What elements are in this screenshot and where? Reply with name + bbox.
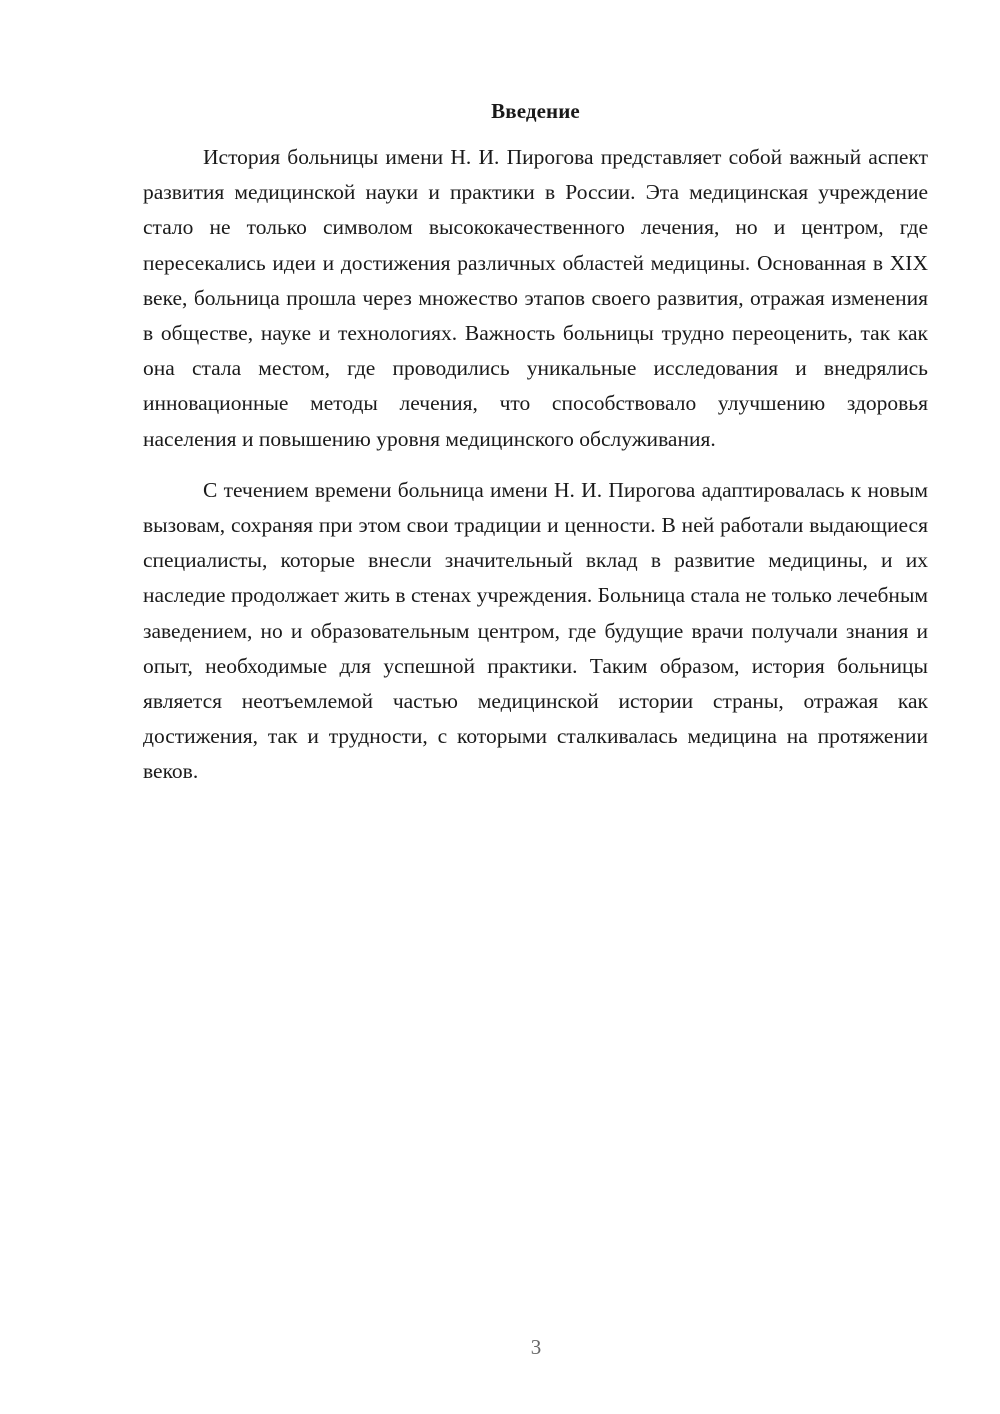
paragraph-2: С течением времени больница имени Н. И. Пирогова адаптировалась к новым вызовам, сохраняя при этом свои традиции и ценности. В ней работали выдающиеся специалисты, которые внесли значительный вклад в развитие медицины, и их наследие продолжает жить в стенах учреждения. Больница стала не только лечебным заведением, но и образовательным центром, где будущие врачи получали знания и опыт, необходимые для успешной практики. Таким образом, история больницы является неотъемлемой частью медицинской истории страны, отражая как достижения, так и трудности, с которыми сталкивалась медицина на протяжении веков. [143,477,928,784]
section-heading: Введение [491,99,580,123]
page-content [143,96,928,790]
page-number: 3 [530,1335,542,1359]
paragraph-1: История больницы имени Н. И. Пирогова представляет собой важный аспект развития медицинской науки и практики в России. Эта медицинская учреждение стало не только символом высококачественного лечения, но и центром, где пересекались идеи и достижения различных областей медицины. Основанная в XIX веке, больница прошла через множество этапов своего развития, отражая изменения в обществе, науке и технологиях. Важность больницы трудно переоценить, так как она стала местом, где проводились уникальные исследования и внедрялись инновационные методы лечения, что способствовало улучшению здоровья населения и повышению уровня медицинского обслуживания. [143,145,928,451]
